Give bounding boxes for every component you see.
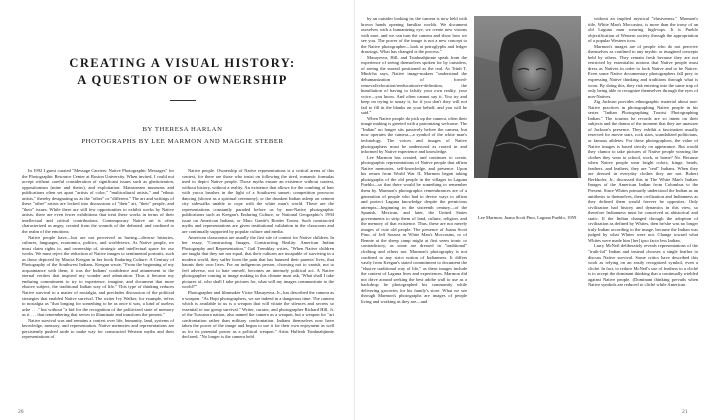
paragraph: Native people have—but are not perceived as having—diverse histories, cultures, languages, economics, politics, and worldviews. As Native people, we must claim rights to, and ownership of, strategic and intellectual space for our works. We must reject the reduction of Native images to sentimental portraits, such as those depicted by Marcia Keegan in her book Enduring Culture: A Century of Photography of the Southwest Indians. Keegan wrote, "From the beginning of my acquaintance with them, it was the Indians' confidence and attunement to the eternal verities that inspired my wonder and admiration. Thus it became my enduring commitment to try to experience, imagine, and document that more elusive subject, the traditional Indian way of life." This type of thinking reduces Native survival to a matter of nostalgia, and precludes discussion of the political strategies that enabled Native survival. The writer Ivy Walker, for example, refers to nostalgia as "that longing for something to be as once it was, a kind of useless ache . . ." but without "a bid for the recognition of the politicized state of memory as it . . . that remembering that serves to illuminate and transform the present." — [22, 234, 174, 318]
portrait-photo — [474, 16, 581, 178]
page-gutter — [354, 0, 355, 420]
body-column-3 — [361, 16, 467, 408]
title-rule — [170, 100, 196, 101]
paragraph: When Native people do pick up the camera, often their image making is greeted with a patronizing welcome. The "Indian" no longer sits passively before the camera, but now operates the camera—a symbol of the white man's technology. The voices and images of Native photographers must be understood as rooted in and informed by Native experience and knowledge. — [361, 115, 467, 155]
page-number-left: 20 — [18, 409, 24, 415]
paragraph: Marmon's images are of people who do not perceive themselves as confined to any mythic or imagined concepts held by others. They remain fresh because they are not restricted by essentialist notions that Native people must dress as Natives in order to look Native and to be Native. Even some Native documentary photographers fall prey to expressing Native thinking and traditions through what is worn. By doing this, they risk entering into the same trap of only being able to recognize themselves through the eyes of non-Natives. — [588, 43, 698, 99]
paragraph: American classrooms are usually the first site of contest for Native children. In her essay, "Constructing Images, Constructing Reality: American Indian Photography and Representation," Gail Tremblay writes, "When Native children are taught that they are not equal, that their cultures are incapable of surviving in a modern world, they suffer from the pain that has haunted their parents' lives, that haunts their own lives. For an indigenous person, choosing not to vanish, not to feel adverse, not to hate oneself, becomes an intensely political act. A Native photographer coming to image making in this climate must ask, 'What shall I take pictures of, who shall I take pictures for, what will my images communicate to the world?'" — [182, 234, 334, 290]
paragraph: Photographer and filmmaker Victor Masayesva, Jr., has described the camera as a weapon. "As Hopi photographers, we are indeed in a dangerous time. The camera which is available to us is a weapon that will vitiate the silences and secrets so essential to our group survival." Writer, curator, and photographer Richard Hill, Jr. of the Tuscarora nation, also named the camera as a weapon, but a weapon for "art confrontation rather than military confrontation. Indians themselves now have taken the power of the image and begun to use it for their own enjoyment as well as for its potential power as a political weapon." Artist Hulleah Tsinhnahjinnie declared, "No longer is the camera held — [182, 290, 334, 340]
paragraph: Masayesva, Hill, and Tsinhnahjinnie speak from the experience of seeing themselves spoken for by outsiders, of seeing the surreal positioned as the real. As Trinh T. Minh-ha says, Native image-makers "understand the dehumanization of forced-removal/relocation/reeducation/re-definition, the humiliation of having to falsify your own reality, your voice—you know. And often cannot say it. You try and keep on trying to unsay it, for if you don't they will not fail to fill in the blanks on your behalf, and you will be said." — [361, 54, 467, 116]
body-column-1 — [22, 168, 174, 408]
paragraph: In 1992 I guest curated "Message Carriers: Native Photographic Messages" for the Photographic Resource Center at Boston University. When invited, I could not accept without careful consideration of significant issues such as ghettoization, oppositionism (mine and theirs), and exploitation. Mainstream museums and publications often set apart "artists of color," "multicultural artists," and "ethnic artists," thereby designating us as the "other" or "different." The art and writings of these "other" artists are locked into discussions of "their" art, "their" people, and "their" issues. While there are still few opportunities to exhibit works by Native artists, there are even fewer exhibitions that treat these works in terms of their intellectual and critical contributions. Contemporary Native art is often characterized as angry, created from the wounds of the defeated, and confined to the realm of the emotions. — [22, 168, 174, 235]
paragraph: by an outsider looking in; the camera is now held with brown hands opening familiar worlds. We document ourselves with a humanizing eye, we create new visions with ease, and we can turn the camera and show how we see you. The power of the image is not a new concept to the Native photographer—look at petroglyphs and ledger drawings. What has changed is the process." — [361, 16, 467, 55]
title-line-1: CREATING A VISUAL HISTORY: — [69, 56, 296, 70]
article-title — [30, 55, 335, 89]
title-line-2: A QUESTION OF OWNERSHIP — [77, 73, 288, 87]
paragraph: Larry McNeil deliberately reveals representations of the "truth-ful" Indian and instead chooses a single feather to discuss Native survival. Some critics have described this work as relying on an easily recognized symbol, even a cliché. In fact, to reduce McNeil's use of feathers to a cliché is to accept the dominant thinking that a continually wielded against Native people. (Dominant thinking prevails when Native symbols are reduced to cliché while American — [588, 243, 698, 288]
body-column-2 — [182, 168, 334, 408]
author-byline: BY THERESA HARLAN — [142, 126, 223, 133]
photographer-byline: PHOTOGRAPHS BY LEE MARMON AND MAGGIE STEBER — [81, 138, 284, 145]
body-column-4 — [475, 234, 579, 408]
page-number-right: 21 — [682, 409, 688, 415]
paragraph: Native survival was and remains a contest over life, humanity, land, systems of knowledge, memory, and representation. Native memories and representations are persistently pushed aside to make way for constructed Western myths and their representations of — [22, 317, 174, 340]
paragraph: without an implied mystical "elusiveness." Marmon's title, White Man's Moccasins, is more than the irony of an old Laguna man wearing high-tops. It is Pueblo objectification of Western society through the appropriation of a popular Western icon. — [588, 16, 698, 44]
body-column-5 — [588, 16, 698, 408]
paragraph: Zig Jackson provides ethnographic material about non-Native practices in photographing Native people in his series "Indian Photographing Tourist Photographing Indian." The tourists he records are so intent on their subjects and the drama of the moment that they are unaware of Jackson's presence. They exhibit a fascination usually reserved for movie stars, rock stars, scandalized politicians, or famous athletes. For these photographers, the value of Native images is based strictly on appearance. But would they clamor to take pictures of Native people wearing the clothes they wear to school, work, or home? No. Because when Native people wear bright colors, fringe, beads, feathers, and leathers, they are "real" Indians. When they are dressed in everyday clothes they are not. Robert Berkhofer, Jr., discussed this in The White Man's Indian: Images of the American Indian from Columbus to the Present. Since Whites primarily understood the Indian as an antithesis to themselves, then civilization and Indianness as they defined them would forever be opposites. Only civilization had history and dynamics in this view, so therefore Indianness must be conceived as ahistorical and static. If the Indian changed through the adoption of civilization as defined by Whites, then he/she was no longer truly Indian according to the image, because the Indian was judged by what Whites were not. Change toward what Whites were made him [her] ipso facto less Indian. — [588, 99, 698, 243]
paragraph: Native people. Ownership of Native representations is a critical arena of this contest, for there are those who insist on following the tired, romantic formulas used to depict Native people. Those myths ensure an existence without contest, without history, without a reality. An existence that allows for the combing of hair with yucca brushes in the light of a Southwest sunset; competition powwow dancing (shown as a spiritual ceremony); or the drunken Indian asleep on cement city sidewalks unable to cope with the white man's world. These are the representations constantly paraded before us by non-Native photographic publications such as Keegan's Enduring Culture, or National Geographic's 1994 issue on American Indians, or Marc Gaede's Border Towns. Such constructed myths and representations are given institutional validation in the classroom and are continually supported by popular culture and media. — [182, 168, 334, 235]
portrait-photo-graphic — [474, 16, 581, 178]
paragraph: Lee Marmon has created, and continues to create, photographic representations of Native people that affirm Native memories, self-knowledge, and presence. Upon his return from World War II, Marmon began taking photographs of the old people in the villages in Laguna Pueblo—so that there would be something to remember them by. Marmon's photographic remembrances are of a generation of people who had to devise ways to affirm and protect Laguna knowledge despite the pernicious attempts—beginning in the sixteenth century—of the Spanish, Mexican, and later, the United States governments to strip them of land, culture, religion, and the memory of that existence. Thus, these are not merely images of cute old people. The presence of Juana Scott Pino, of Jeff Sousea in White Man's Moccasins, or of Bennie at the sheep camp might at first seem ironic or contradictory, as some are dressed in "traditional" clothing and others not. Marmon's photography is not confined to any strict notion of Indianness. It differs vastly from Keegan's stated commitment to document the "elusive traditional way of life," as these images include the context of Laguna lives and experiences. Marmon did not drive around seeking the best adobe wall to use as a backdrop; he photographed his community while delivering groceries for his family's store. What we see through Marmon's photographs are images of people living and working as they are—and — [361, 154, 467, 304]
photo-caption: Lee Marmon, Juana Scott Pino, Laguna Pueblo, 1959 — [478, 215, 577, 220]
